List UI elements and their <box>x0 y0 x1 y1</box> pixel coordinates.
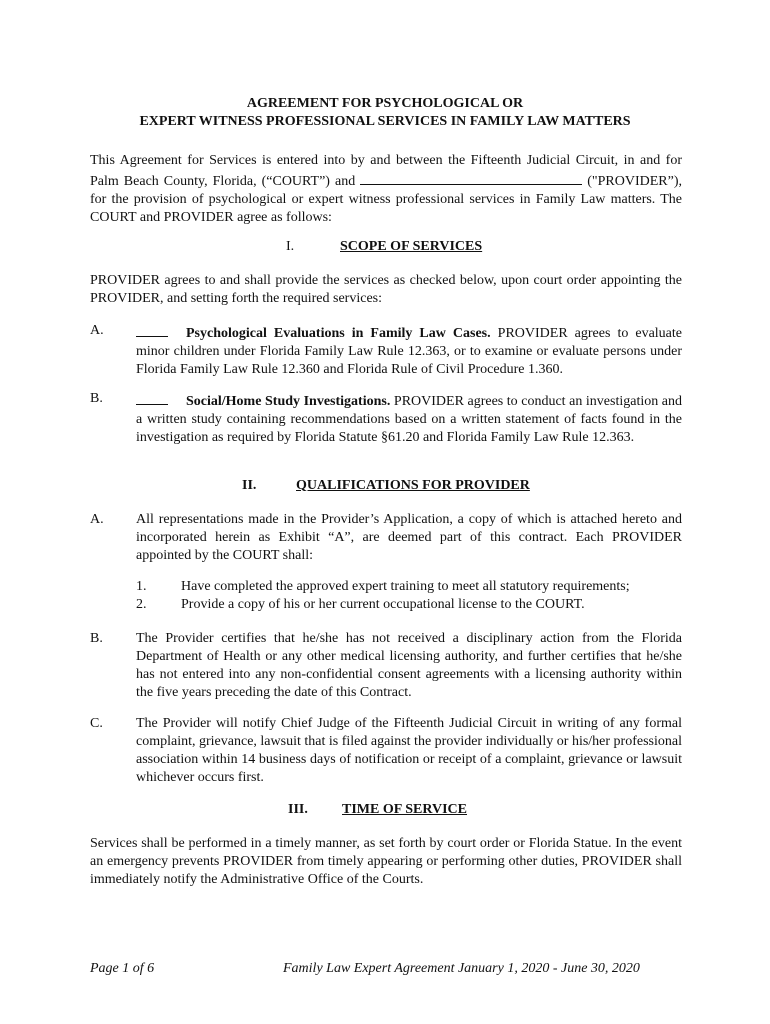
section-2-item-b <box>90 630 682 702</box>
provider-name-blank[interactable] <box>360 170 582 185</box>
list-item-number: 1. <box>136 579 147 594</box>
item-text: All representations made in the Provider’s Application, a copy of which is attached hereto and incorporated herein as Exhibit “A”, are deemed part of this contract. Each PROVIDER appointed by the COURT shall: <box>136 512 682 563</box>
section-2-item-a <box>90 511 682 565</box>
section-3-heading <box>288 801 467 819</box>
section-1-item-a <box>90 322 682 379</box>
intro-paragraph <box>90 152 682 227</box>
checkbox-blank-psych-eval[interactable] <box>136 322 168 337</box>
item-label: B. <box>90 391 103 406</box>
section-3-title: TIME OF SERVICE <box>342 802 468 817</box>
section-1-number: I. <box>286 239 295 254</box>
section-1-heading <box>286 238 482 256</box>
item-text: The Provider will notify Chief Judge of the Fifteenth Judicial Circuit in writing of any formal complaint, grievance, lawsuit that is filed against the provider individually or his/her professional association within 14 business days of notification or receipt of a complaint, grievance or lawsuit whichever occurs first. <box>136 716 682 785</box>
section-3-number: III. <box>288 802 308 817</box>
section-2-item-c <box>90 715 682 787</box>
list-item <box>136 578 682 596</box>
section-2-heading <box>242 477 530 495</box>
page-number: Page 1 of 6 <box>90 961 155 976</box>
intro-text-part1: This Agreement for Services is entered into by and between the Fifteenth Judicial Circuit, in and for Palm Beach County, Florida, (“COURT”) and <box>90 153 682 189</box>
footer-document-title: Family Law Expert Agreement January 1, 2020 - June 30, 2020 <box>283 961 640 976</box>
list-item-text: Provide a copy of his or her current occupational license to the COURT. <box>181 597 585 612</box>
list-item <box>136 596 682 614</box>
item-text: PROVIDER agrees to conduct an investigation and a written study containing recommendations based on a written statement of facts found in the investigation as required by Florida Statute §61.20 and Florida Family Law Rule 12.363. <box>136 394 683 445</box>
item-label: B. <box>90 631 103 646</box>
item-label: A. <box>90 512 104 527</box>
section-1-lead: PROVIDER agrees to and shall provide the services as checked below, upon court order appointing the PROVIDER, and setting forth the required services: <box>90 273 682 306</box>
section-2-title: QUALIFICATIONS FOR PROVIDER <box>296 478 530 493</box>
section-2-number: II. <box>242 478 257 493</box>
qualification-list <box>136 578 682 614</box>
document-title-line1: AGREEMENT FOR PSYCHOLOGICAL OR <box>246 96 524 111</box>
intro-text-part2: ("PROVIDER”), for the provision of psychological or expert witness professional services in Family Law matters. The COURT and PROVIDER agree as follows: <box>90 174 683 225</box>
item-text: PROVIDER agrees to evaluate minor children under Florida Family Law Rule 12.363, or to examine or evaluate persons under Florida Family Law Rule 12.360 and Florida Rule of Civil Procedure 1.360. <box>136 326 682 377</box>
item-heading: Social/Home Study Investigations. <box>186 394 391 409</box>
checkbox-blank-home-study[interactable] <box>136 390 168 405</box>
list-item-number: 2. <box>136 597 147 612</box>
section-3-text: Services shall be performed in a timely manner, as set forth by court order or Florida Statue. In the event an emergency prevents PROVIDER from timely appearing or performing other duties, PROVIDER shall immediately notify the Administrative Office of the Courts. <box>90 836 682 887</box>
item-label: C. <box>90 716 103 731</box>
section-1-item-b <box>90 390 682 447</box>
list-item-text: Have completed the approved expert training to meet all statutory requirements; <box>181 579 630 594</box>
item-label: A. <box>90 323 104 338</box>
section-1-title: SCOPE OF SERVICES <box>340 239 483 254</box>
item-heading: Psychological Evaluations in Family Law Cases. <box>186 326 491 341</box>
document-title-line2: EXPERT WITNESS PROFESSIONAL SERVICES IN FAMILY LAW MATTERS <box>139 114 631 129</box>
item-text: The Provider certifies that he/she has not received a disciplinary action from the Florida Department of Health or any other medical licensing authority, and further certifies that he/she has not entered into any non-confidential consent agreements with a licensing authority within the five years preceding the date of this Contract. <box>136 631 682 700</box>
